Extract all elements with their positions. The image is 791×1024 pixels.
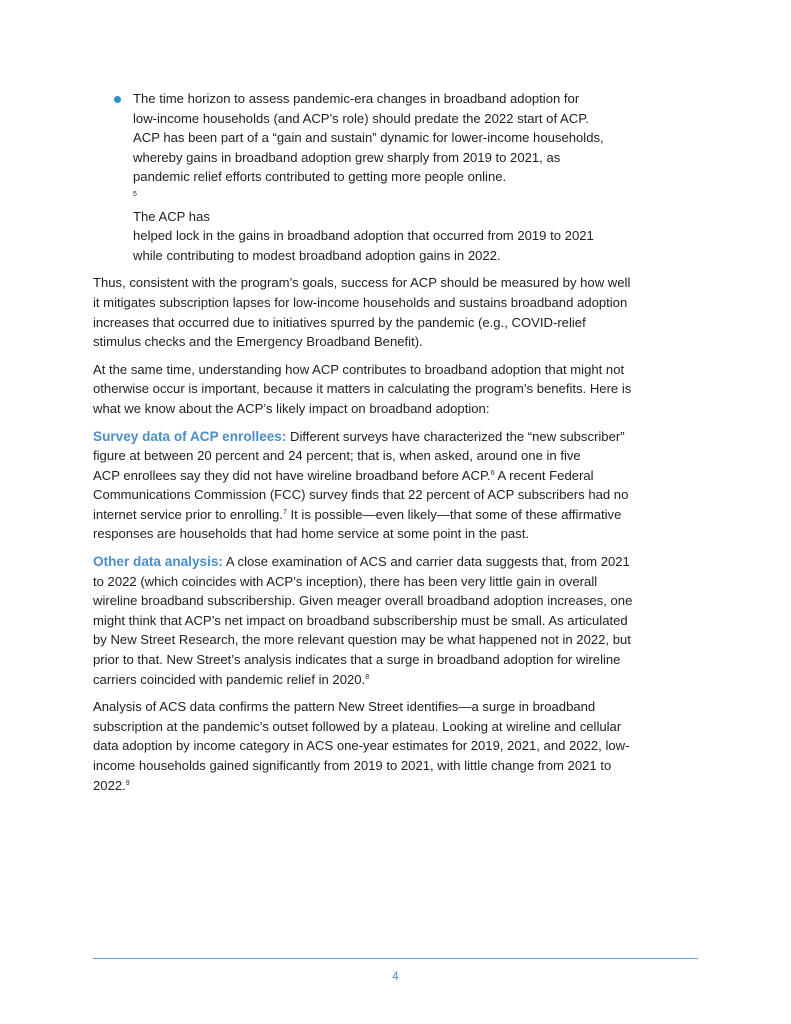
- footnote-ref-6[interactable]: 6: [490, 469, 495, 477]
- paragraph-text: 2022.: [93, 777, 126, 793]
- bullet-line: whereby gains in broadband adoption grew sharply from 2019 to 2021, as: [133, 149, 561, 165]
- paragraph-line: responses are households that had home service at some point in the past.: [93, 526, 529, 542]
- paragraph-same-time: [93, 360, 703, 419]
- other-lead-heading: Other data analysis:: [93, 554, 223, 570]
- survey-lead-heading: Survey data of ACP enrollees:: [93, 428, 287, 444]
- paragraph-line: [93, 670, 703, 690]
- page-number: 4: [392, 971, 399, 983]
- bullet-line: [133, 167, 703, 226]
- footnote-ref-5[interactable]: 5: [133, 190, 137, 198]
- paragraph-line: Analysis of ACS data confirms the pattern New Street identifies—a surge in broadband: [93, 699, 596, 715]
- document-body: [93, 89, 703, 803]
- paragraph-text: Different surveys have characterized the “new subscriber”: [286, 428, 625, 444]
- paragraph-line: to 2022 (which coincides with ACP’s inception), there has been very little gain in overall: [93, 573, 598, 589]
- paragraph-line: it mitigates subscription lapses for low-income households and sustains broadband adoption: [93, 294, 628, 310]
- paragraph-text: A close examination of ACS and carrier data suggests that, from 2021: [222, 554, 630, 570]
- paragraph-line: by New Street Research, the more relevant question may be what happened not in 2022, but: [93, 632, 631, 648]
- paragraph-text: carriers coincided with pandemic relief in 2020.: [93, 671, 366, 687]
- paragraph-line: subscription at the pandemic’s outset followed by a plateau. Looking at wireline and cellular: [93, 718, 622, 734]
- paragraph-acs-analysis: [93, 697, 703, 795]
- bullet-line: while contributing to modest broadband adoption gains in 2022.: [133, 247, 501, 263]
- paragraph-line: [93, 505, 703, 525]
- bullet-line: ACP has been part of a “gain and sustain” dynamic for lower-income households,: [133, 130, 604, 146]
- bullet-item: [93, 89, 703, 265]
- paragraph-text: A recent Federal: [494, 467, 594, 483]
- paragraph-line: [93, 466, 703, 486]
- paragraph-line: income households gained significantly from 2019 to 2021, with little change from 2021 to: [93, 758, 612, 773]
- footer-divider: [93, 958, 698, 959]
- paragraph-line: increases that occurred due to initiatives spurred by the pandemic (e.g., COVID-relief: [93, 314, 586, 330]
- paragraph-line: [93, 776, 703, 796]
- paragraph-line: [93, 427, 703, 447]
- paragraph-text: It is possible—even likely—that some of these affirmative: [286, 506, 622, 522]
- paragraph-line: prior to that. New Street’s analysis indicates that a surge in broadband adoption for wireline: [93, 652, 621, 668]
- paragraph-line: wireline broadband subscribership. Given meager overall broadband adoption increases, one: [93, 593, 633, 609]
- paragraph-line: stimulus checks and the Emergency Broadband Benefit).: [93, 334, 423, 350]
- paragraph-line: otherwise occur is important, because it matters in calculating the program’s benefits. Here is: [93, 381, 632, 397]
- footnote-ref-8[interactable]: 8: [365, 673, 370, 681]
- paragraph-line: what we know about the ACP’s likely impact on broadband adoption:: [93, 400, 490, 416]
- bullet-line-text: pandemic relief efforts contributed to getting more people online.: [133, 169, 507, 185]
- paragraph-line: data adoption by income category in ACS one-year estimates for 2019, 2021, and 2022, low-: [93, 738, 630, 754]
- bullet-line: The time horizon to assess pandemic-era changes in broadband adoption for: [133, 91, 580, 106]
- paragraph-text: ACP enrollees say they did not have wireline broadband before ACP.: [93, 467, 491, 483]
- paragraph-line: [93, 552, 703, 572]
- paragraph-line: At the same time, understanding how ACP contributes to broadband adoption that might not: [93, 361, 625, 377]
- bullet-text: [133, 89, 703, 265]
- bullet-line-text: The ACP has: [133, 208, 210, 224]
- paragraph-line: figure at between 20 percent and 24 percent; that is, when asked, around one in five: [93, 448, 581, 464]
- paragraph-line: Thus, consistent with the program’s goals, success for ACP should be measured by how well: [93, 275, 631, 291]
- footnote-ref-7[interactable]: 7: [282, 508, 287, 516]
- footnote-ref-9[interactable]: 9: [125, 779, 130, 787]
- bullet-line: low-income households (and ACP’s role) should predate the 2022 start of ACP.: [133, 110, 589, 126]
- paragraph-line: Communications Commission (FCC) survey finds that 22 percent of ACP subscribers had no: [93, 487, 629, 503]
- paragraph-survey-data: [93, 427, 703, 545]
- paragraph-line: might think that ACP’s net impact on broadband subscribership must be small. As articulated: [93, 612, 628, 628]
- bullet-dot-icon: [114, 96, 121, 103]
- paragraph-success-measure: [93, 273, 703, 351]
- bullet-line: helped lock in the gains in broadband adoption that occurred from 2019 to 2021: [133, 228, 594, 244]
- paragraph-other-data: [93, 552, 703, 689]
- paragraph-text: internet service prior to enrolling.: [93, 506, 283, 522]
